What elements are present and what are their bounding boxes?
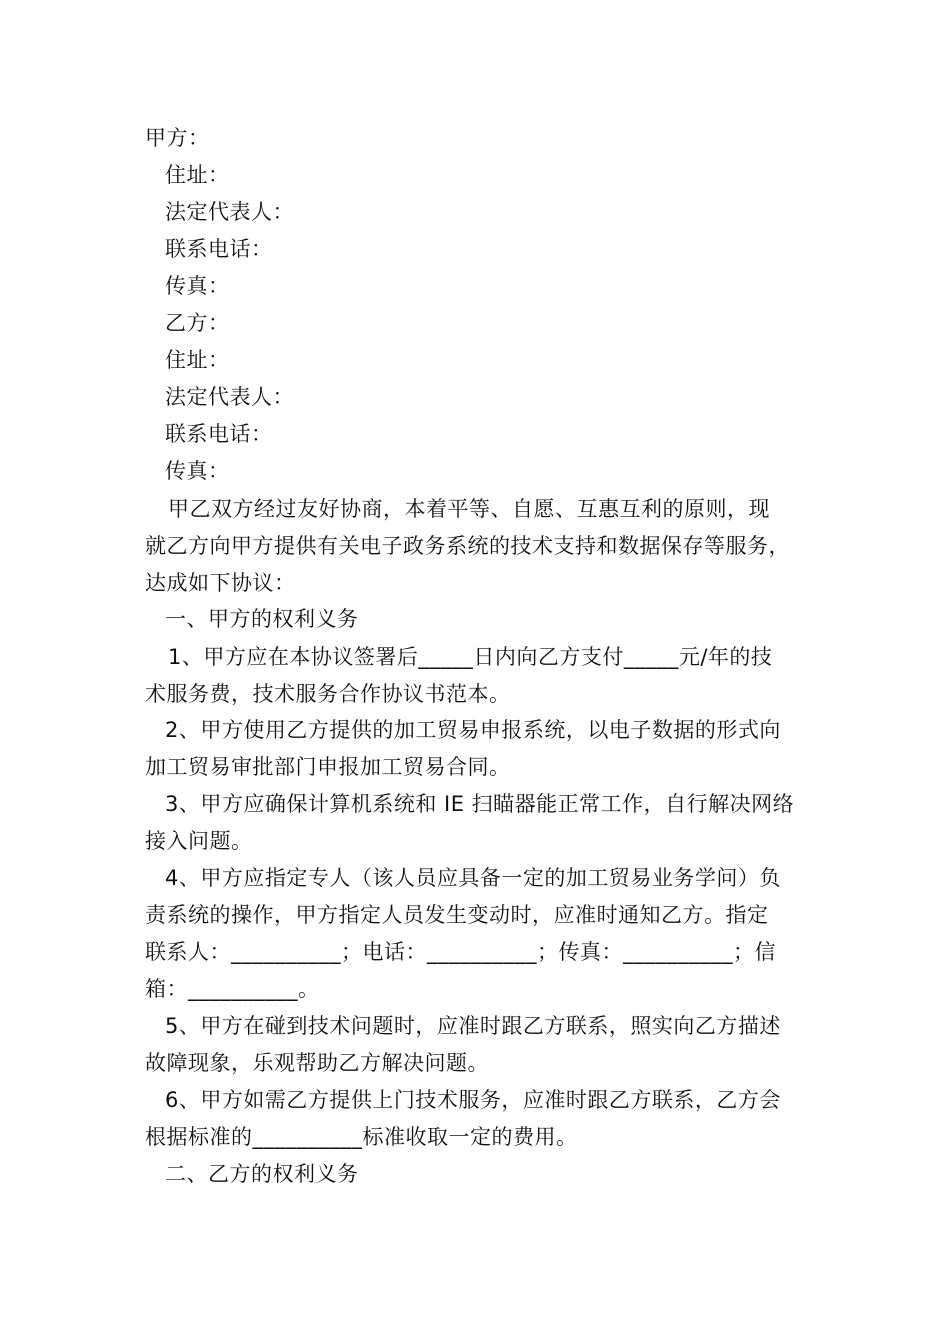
clause-4-line-3: 联系人：__________；电话：__________；传真：__________；信 xyxy=(145,940,776,964)
clause-5-line-2: 故障现象，乐观帮助乙方解决问题。 xyxy=(145,1051,489,1075)
clause-3-line-2: 接入问题。 xyxy=(145,829,253,853)
party-b-label: 乙方： xyxy=(165,311,230,335)
clause-1-line-2: 术服务费，技术服务合作协议书范本。 xyxy=(145,682,511,706)
clause-6-line-2: 根据标准的__________标准收取一定的费用。 xyxy=(145,1125,578,1149)
party-b-address: 住址： xyxy=(165,348,230,372)
clause-4-line-2: 责系统的操作，甲方指定人员发生变动时，应准时通知乙方。指定 xyxy=(145,903,769,927)
preamble-line-2: 就乙方向甲方提供有关电子政务系统的技术支持和数据保存等服务， xyxy=(145,534,790,558)
clause-2-line-1: 2、甲方使用乙方提供的加工贸易申报系统，以电子数据的形式向 xyxy=(165,718,781,742)
party-a-phone: 联系电话： xyxy=(165,237,273,261)
clause-1-line-1: 1、甲方应在本协议签署后_____日内向乙方支付_____元/年的技 xyxy=(168,645,773,669)
party-b-fax: 传真： xyxy=(165,459,230,483)
clause-6-line-1: 6、甲方如需乙方提供上门技术服务，应准时跟乙方联系，乙方会 xyxy=(165,1088,781,1112)
party-b-representative: 法定代表人： xyxy=(165,385,294,409)
preamble-line-1: 甲乙双方经过友好协商，本着平等、自愿、互惠互利的原则，现 xyxy=(168,497,770,521)
preamble-line-3: 达成如下协议： xyxy=(145,571,296,595)
clause-3-line-1: 3、甲方应确保计算机系统和 IE 扫瞄器能正常工作，自行解决网络 xyxy=(165,792,795,816)
party-a-address: 住址： xyxy=(165,163,230,187)
party-a-representative: 法定代表人： xyxy=(165,200,294,224)
clause-4-line-1: 4、甲方应指定专人（该人员应具备一定的加工贸易业务学问）负 xyxy=(165,866,781,890)
clause-5-line-1: 5、甲方在碰到技术问题时，应准时跟乙方联系，照实向乙方描述 xyxy=(165,1014,781,1038)
party-a-label: 甲方： xyxy=(145,126,210,150)
clause-4-line-4: 箱：__________。 xyxy=(145,977,320,1001)
clause-2-line-2: 加工贸易审批部门申报加工贸易合同。 xyxy=(145,755,511,779)
party-b-phone: 联系电话： xyxy=(165,422,273,446)
party-a-fax: 传真： xyxy=(165,274,230,298)
section-1-heading: 一、甲方的权利义务 xyxy=(165,607,359,631)
section-2-heading: 二、乙方的权利义务 xyxy=(165,1162,359,1186)
